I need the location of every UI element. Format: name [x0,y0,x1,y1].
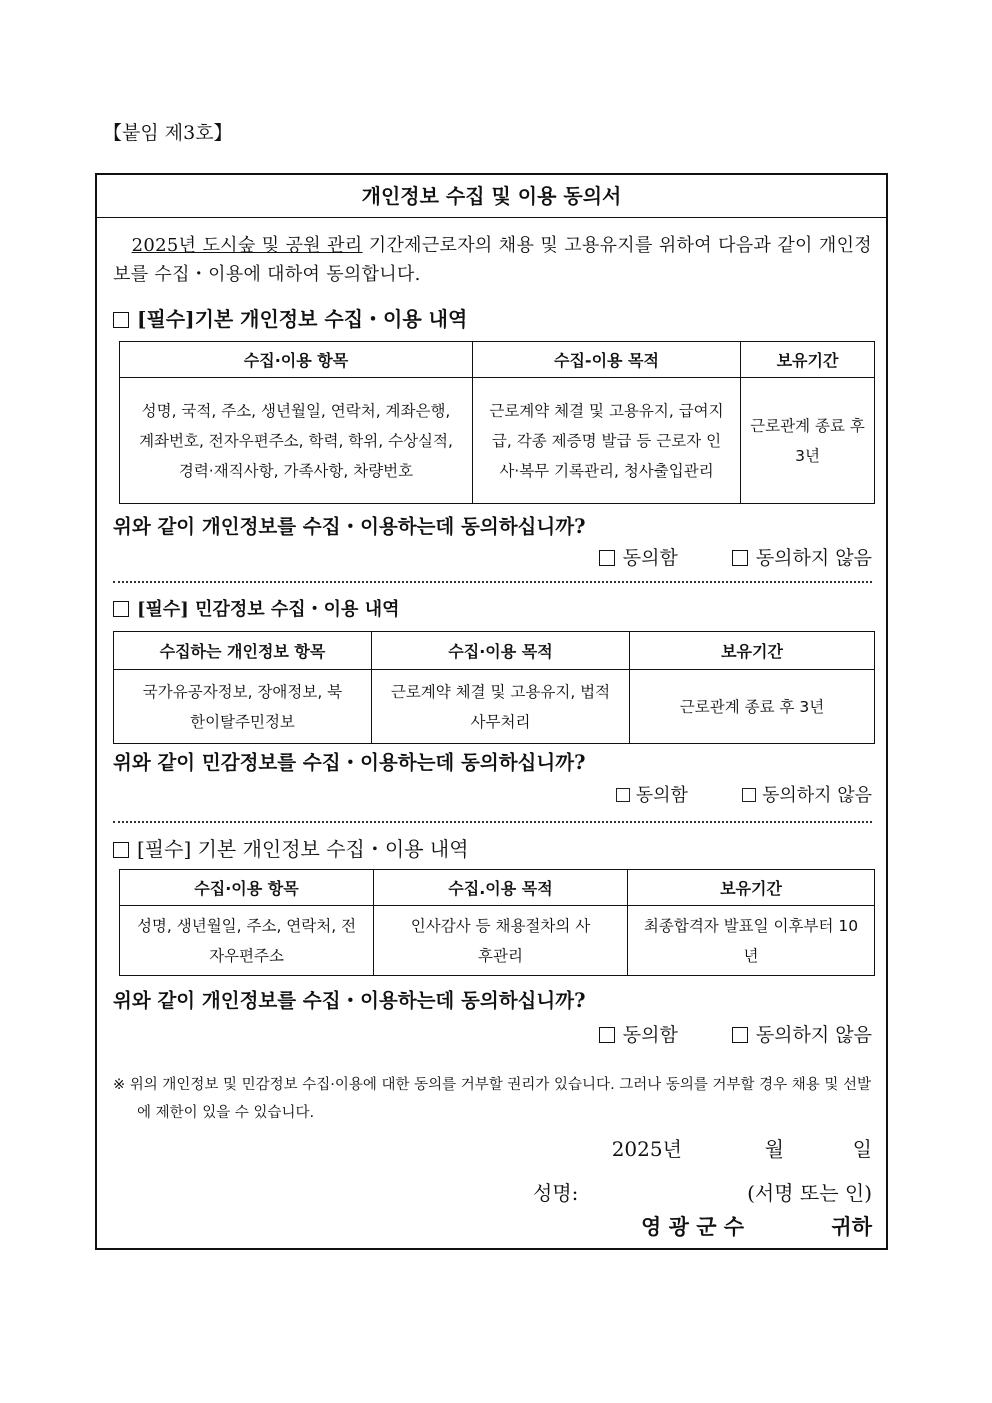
disagree-option[interactable]: 동의하지 않음 [732,1024,872,1046]
signature-label: 성명: [533,1181,579,1205]
table-header: 수집하는 개인정보 항목 [114,632,372,670]
checkbox[interactable] [742,788,756,802]
addressee-suffix: 귀하 [831,1214,872,1239]
checkbox[interactable] [599,1027,615,1043]
divider [113,821,872,823]
section3-checkbox[interactable] [113,842,129,858]
intro-text: 기간제근로자의 채용 및 고용유지를 위하여 다음과 같이 개인정보를 수집・이용에 대하여 동의합니다. [113,235,872,285]
addressee-name: 영 광 군 수 [641,1214,745,1239]
table-header: 보유기간 [630,632,875,670]
section1-answers [113,543,872,570]
table-cell: 인사감사 등 채용절차의 사후관리 [374,906,628,976]
date-year: 2025년 [611,1137,682,1161]
checkbox[interactable] [599,550,615,566]
section2-heading: [필수] 민감정보 수집・이용 내역 [113,595,872,621]
table-header: 수집·이용 항목 [120,870,374,906]
intro-paragraph [113,231,872,289]
section2-question: 위와 같이 민감정보를 수집・이용하는데 동의하십니까? [113,751,586,774]
table-cell: 근로계약 체결 및 고용유지, 급여지급, 각종 제증명 발급 등 근로자 인사·복무 기록관리, 청사출입관리 [473,378,741,504]
table-header: 수집-이용 목적 [473,342,741,378]
consent-form [95,173,888,1250]
date-line [113,1133,872,1162]
table-cell: 근로관계 종료 후 3년 [630,670,875,744]
section1-checkbox[interactable] [113,312,129,328]
table-header: 수집·이용 목적 [372,632,630,670]
agree-option[interactable]: 동의함 [599,1024,678,1046]
attachment-label: 【붙임 제3호】 [103,122,233,144]
divider [113,581,872,583]
table-header: 보유기간 [741,342,875,378]
section1-question: 위와 같이 개인정보를 수집・이용하는데 동의하십니까? [113,515,586,538]
disagree-option[interactable]: 동의하지 않음 [742,785,872,806]
section2-checkbox[interactable] [113,601,129,617]
section2-answers [113,781,872,807]
table-cell: 성명, 생년월일, 주소, 연락처, 전자우편주소 [120,906,374,976]
table-cell: 국가유공자정보, 장애정보, 북한이탈주민정보 [114,670,372,744]
table-cell: 근로관계 종료 후 3년 [741,378,875,504]
form-title: 개인정보 수집 및 이용 동의서 [97,175,886,218]
signature-hint: (서명 또는 인) [747,1181,872,1205]
agree-option[interactable]: 동의함 [616,785,688,806]
section1-heading: [필수]기본 개인정보 수집・이용 내역 [113,303,872,332]
table-cell: 성명, 국적, 주소, 생년월일, 연락처, 계좌은행, 계좌번호, 전자우편주소, 학력, 학위, 수상실적, 경력·재직사항, 가족사항, 차량번호 [120,378,473,504]
date-month: 월 [764,1137,784,1161]
checkbox[interactable] [732,1027,748,1043]
table-header: 수집·이용 항목 [120,342,473,378]
section1-table [119,341,875,504]
date-day: 일 [852,1137,872,1161]
refusal-note: ※ 위의 개인정보 및 민감정보 수집·이용에 대한 동의를 거부할 권리가 있습니다. 그러나 동의를 거부할 경우 채용 및 선발에 제한이 있을 수 있습니다. [113,1077,872,1121]
checkbox[interactable] [616,788,630,802]
project-name: 2025년 도시숲 및 공원 관리 [131,235,363,256]
table-header: 보유기간 [628,870,875,906]
section3-answers [113,1020,872,1047]
checkbox[interactable] [732,550,748,566]
agree-option[interactable]: 동의함 [599,547,678,569]
table-cell: 근로계약 체결 및 고용유지, 법적사무처리 [372,670,630,744]
table-header: 수집.이용 목적 [374,870,628,906]
disagree-option[interactable]: 동의하지 않음 [732,547,872,569]
section3-heading: [필수] 기본 개인정보 수집・이용 내역 [113,833,872,862]
section3-question: 위와 같이 개인정보를 수집・이용하는데 동의하십니까? [113,989,586,1012]
table-cell: 최종합격자 발표일 이후부터 10년 [628,906,875,976]
section2-table [113,631,875,744]
section3-table [119,869,875,976]
